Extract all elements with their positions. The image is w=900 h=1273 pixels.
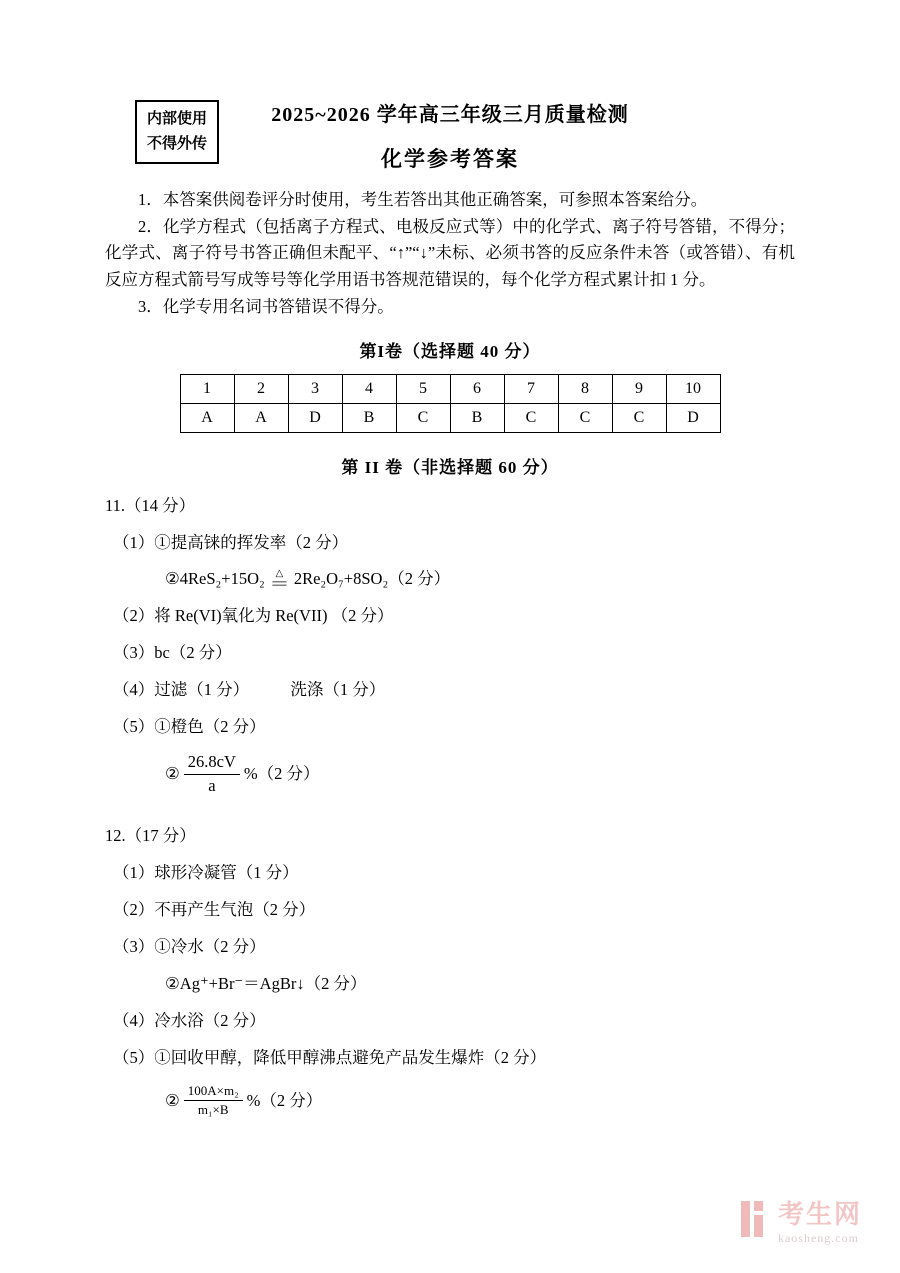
question-number-cell: 2 [234,374,288,403]
watermark-brand: 考生网 [777,1200,862,1230]
q11-fraction-suffix: %（2 分） [243,764,320,784]
question-number-cell: 8 [558,374,612,403]
document-title: 2025~2026 学年高三年级三月质量检测 [271,104,629,126]
question-number-cell: 1 [180,374,234,403]
answer-cell: C [612,403,666,432]
logo-block-right [754,1215,763,1237]
answer-cell: C [558,403,612,432]
q11-equation-lhs: ②4ReS₂+15O₂ [165,569,265,589]
kaosheng-watermark [741,1201,862,1245]
q11-answer-2: （2）将 Re(VI)氧化为 Re(VII) （2 分） [113,606,394,626]
q12-fraction-suffix: %（2 分） [246,1090,323,1110]
q12-fraction [184,1083,243,1119]
section2-heading: 第 II 卷（非选择题 60 分） [341,457,559,477]
watermark-text [778,1201,862,1245]
answer-table [180,374,721,433]
question-11-block [105,494,795,797]
answer-cell: A [234,403,288,432]
equals-sign: = [270,575,288,593]
question-number-cell: 3 [288,374,342,403]
document-subtitle: 化学参考答案 [381,147,519,171]
note-2: 2．化学方程式（包括离子方程式、电极反应式等）中的化学式、离子符号答错，不得分；化学式、离子符号书答正确但未配平、“↑”“↓”未标、必须书答的反应条件未答（或答错）、有机反应方程式箭号写成等号等化学用语书答规范错误的，每个化学方程式累计扣 1 分。 [105,216,795,290]
q11-equation-line [165,567,795,591]
stamp-line1: 内部使用 [147,111,208,127]
q12-fraction-denominator: m₁×B [197,1102,229,1117]
q11-answer-3: （3）bc（2 分） [113,643,232,663]
answer-cell: D [288,403,342,432]
note-1: 1．本答案供阅卷评分时使用，考生若答出其他正确答案，可参照本答案给分。 [138,190,708,209]
q11-answer-1: （1）①提高铼的挥发率（2 分） [113,532,349,552]
question-number-cell: 4 [342,374,396,403]
question-number-cell: 7 [504,374,558,403]
note-3: 3．化学专用名词书答错误不得分。 [138,296,394,316]
q11-fraction-prefix: ② [165,764,180,784]
q11-equation-rhs: 2Re₂O₇+8SO₂（2 分） [293,569,451,589]
stamp-line2: 不得外传 [147,135,208,152]
logo-block-top [754,1201,763,1211]
answer-cell: C [504,403,558,432]
answer-cell: A [180,403,234,432]
q11-fraction-denominator: a [208,775,216,795]
q12-answer-2: （2）不再产生气泡（2 分） [113,900,316,920]
question-number-cell: 5 [396,374,450,403]
answer-table-number-row [180,374,720,403]
q12-heading: 12.（17 分） [105,826,196,846]
q12-answer-5: （5）①回收甲醇，降低甲醇沸点避免产品发生爆炸（2 分） [113,1047,547,1067]
answer-table-answer-row [180,403,720,432]
q12-fraction-prefix: ② [165,1090,180,1110]
heated-equals-symbol [270,567,288,593]
q12-answer-4: （4）冷水浴（2 分） [113,1010,266,1030]
answer-cell: C [396,403,450,432]
delta-condition-icon: △ [275,567,284,579]
logo-block-left [741,1201,750,1237]
q11-fraction-numerator: 26.8cV [184,752,240,775]
question-number-cell: 9 [612,374,666,403]
q11-answer-4: （4）过滤（1 分） 洗涤（1 分） [113,680,386,700]
q11-answer-5: （5）①橙色（2 分） [113,717,266,737]
answer-cell: B [342,403,396,432]
question-number-cell: 10 [666,374,720,403]
answer-cell: B [450,403,504,432]
question-12-block [105,824,795,1118]
q12-answer-5b-fraction-line [165,1083,795,1119]
section1-heading: 第I卷（选择题 40 分） [359,341,541,361]
q12-answer-3: （3）①冷水（2 分） [113,937,266,957]
q12-answer-3b-equation: ②Ag⁺+Br⁻＝AgBr↓（2 分） [165,973,367,993]
q12-answer-1: （1）球形冷凝管（1 分） [113,863,299,883]
answer-cell: D [666,403,720,432]
q11-heading: 11.（14 分） [105,495,196,515]
q12-fraction-numerator: 100A×m₂ [184,1083,243,1101]
watermark-domain: kaosheng.com [777,1230,859,1245]
q11-answer-5b-fraction-line [165,752,795,796]
document-body [0,173,900,1118]
q11-fraction [184,752,240,796]
internal-use-stamp [135,100,219,164]
question-number-cell: 6 [450,374,504,403]
kaosheng-logo-icon [741,1201,771,1237]
